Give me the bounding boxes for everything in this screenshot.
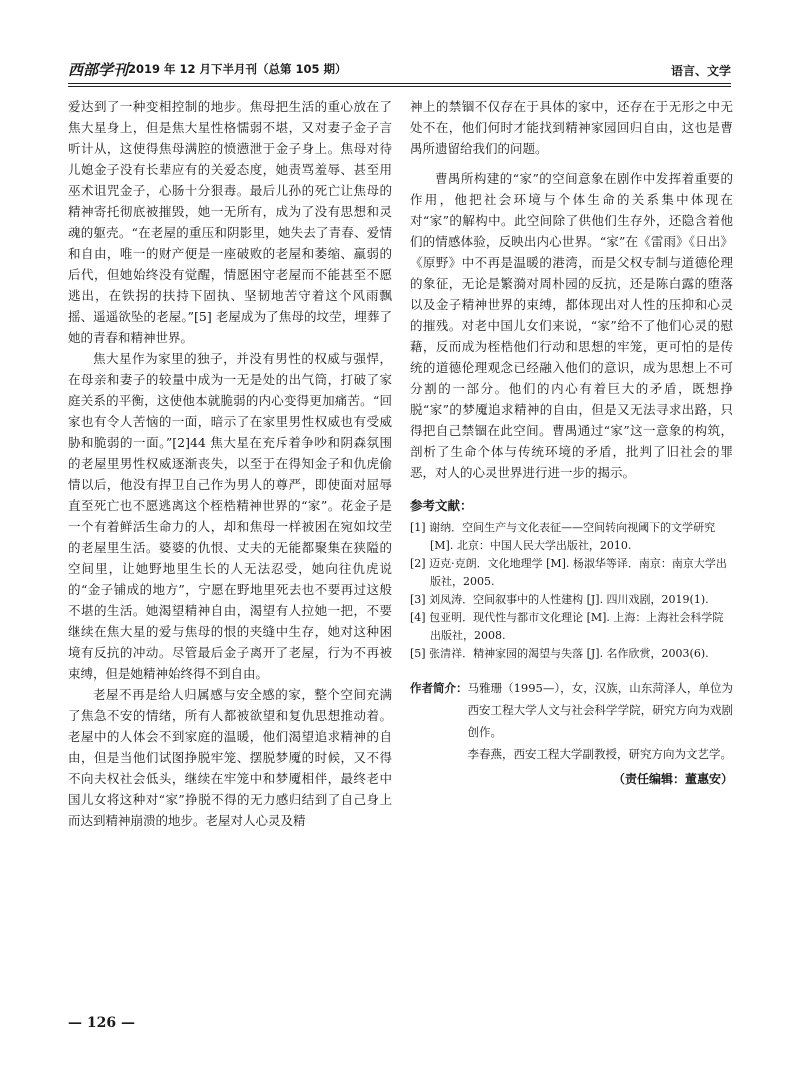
reference-list [410, 519, 733, 663]
paragraph: 老屋不再是给人归属感与安全感的家，整个空间充满了焦急不安的情绪，所有人都被欲望和复仇思想推动着。老屋中的人体会不到家庭的温暖，他们渴望追求精神的自由，但是当他们试图挣脱牢笼、摆脱梦魇的时候，又不得不向夫权社会低头，继续在牢笼中和梦魇相伴，最终老中国儿女将这种对“家”挣脱不得的无力感归结到了自己身上而达到精神崩溃的地步。老屋对人心灵及精 [68, 687, 392, 828]
page-number: — 126 — [68, 1015, 135, 1031]
reference-item: [4] 包亚明．现代性与都市文化理论 [M]. 上海：上海社会科学院出版社，2008. [410, 611, 724, 642]
author-bio [410, 677, 733, 765]
author-label: 作者简介： [410, 681, 468, 695]
issue-info: 2019 年 12 月下半月刊（总第 105 期） [128, 62, 347, 76]
paragraph: 爱达到了一种变相控制的地步。焦母把生活的重心放在了焦大星身上，但是焦大星性格懦弱不堪，又对妻子金子言听计从，这使得焦母满腔的愤懑泄于金子身上。焦母对待儿媳金子没有长辈应有的关爱态度，她责骂羞辱、甚至用巫术诅咒金子，心肠十分狠毒。最后儿孙的死亡让焦母的精神寄托彻底被摧毁，她一无所有，成为了没有思想和灵魂的躯壳。“在老屋的重压和阴影里，她失去了青春、爱情和自由，唯一的财产便是一座破败的老屋和萎缩、羸弱的后代，但她始终没有觉醒，情愿困守老屋而不能甚至不愿逃出，在铁拐的扶持下固执、坚韧地苦守着这个风雨飘摇、遥遥欲坠的老屋。”[5] 老屋成为了焦母的坟茔，埋葬了她的青春和精神世界。 [68, 99, 392, 345]
paragraph: 焦大星作为家里的独子，并没有男性的权威与强悍，在母亲和妻子的较量中成为一无是处的出气筒，打破了家庭关系的平衡，这使他本就脆弱的内心变得更加痛苦。“回家也有令人苦恼的一面，暗示了在家里男性权威也有受威胁和脆弱的一面。”[2]44 焦大星在充斥着争吵和阴森氛围的老屋里男性权威逐渐丧失，以至于在得知金子和仇虎偷情以后，他没有捍卫自己作为男人的尊严，即使面对屈辱直至死亡也不愿逃离这个桎梏精神世界的“家”。花金子是一个有着鲜活生命力的人，却和焦母一样被困在宛如坟茔的老屋里生活。婆婆的仇恨、丈夫的无能都聚集在狭隘的空间里，让她野地里生长的人无法忍受，她向往仇虎说的“金子铺成的地方”，宁愿在野地里死去也不要再过这般不堪的生活。她渴望精神自由，渴望有人拉她一把，不要继续在焦大星的爱与焦母的恨的夹缝中生存，她对这种困境有反抗的冲动。尽管最后金子离开了老屋，行为不再被束缚，但是她精神始终得不到自由。 [68, 351, 392, 681]
paragraph: 神上的禁锢不仅存在于具体的家中，还存在于无形之中无处不在，他们何时才能找到精神家园回归自由，这也是曹禺所遗留给我们的问题。 [410, 99, 733, 156]
author-line: 李春燕，西安工程大学副教授，研究方向为文艺学。 [467, 747, 732, 761]
references-title: 参考文献： [410, 498, 473, 513]
header-rule [68, 83, 731, 84]
reference-item: [3] 刘凤涛．空间叙事中的人性建构 [J]. 四川戏剧，2019(1). [410, 593, 709, 606]
reference-item: [2] 迈克·克朗．文化地理学 [M]. 杨淑华等译．南京：南京大学出版社，2005. [410, 557, 727, 588]
section-name: 语言、文学 [670, 64, 731, 78]
header-rule-thin [68, 86, 731, 87]
journal-logo: 西部学刊 [68, 61, 129, 79]
reference-item: [1] 谢纳．空间生产与文化表征——空间转向视阈下的文学研究 [M]. 北京：中国人民大学出版社，2010. [410, 521, 716, 552]
reference-item: [5] 张清祥．精神家园的渴望与失落 [J]. 名作欣赏，2003(6). [410, 647, 709, 660]
paragraph: 曹禺所构建的“家”的空间意象在剧作中发挥着重要的作用，他把社会环境与个体生命的关系集中体现在对“家”的解构中。此空间除了供他们生存外，还隐含着他们的情感体验，反映出内心世界。“家”在《雷雨》《日出》《原野》中不再是温暖的港湾，而是父权专制与道德伦理的象征，无论是繁漪对周朴园的反抗，还是陈白露的堕落以及金子精神世界的束缚，都体现出对人性的压抑和心灵的摧残。对老中国儿女们来说，“家”给不了他们心灵的慰藉，反而成为桎梏他们行动和思想的牢笼，更可怕的是传统的道德伦理观念已经融入他们的意识，成为思想上不可分割的一部分。他们的内心有着巨大的矛盾，既想挣脱“家”的梦魇追求精神的自由，但是又无法寻求出路，只得把自己禁锢在此空间。曹禺通过“家”这一意象的构筑，剖析了生命个体与传统环境的矛盾，批判了旧社会的罪恶，对人的心灵世界进行进一步的揭示。 [410, 171, 733, 480]
right-column [410, 96, 733, 790]
left-column [68, 96, 392, 831]
author-line: 马雅珊（1995—），女，汉族，山东菏泽人，单位为西安工程大学人文与社会科学学院，研究方向为戏剧创作。 [467, 681, 733, 739]
responsible-editor: （责任编辑：董惠安） [612, 772, 733, 786]
running-header [68, 58, 731, 80]
